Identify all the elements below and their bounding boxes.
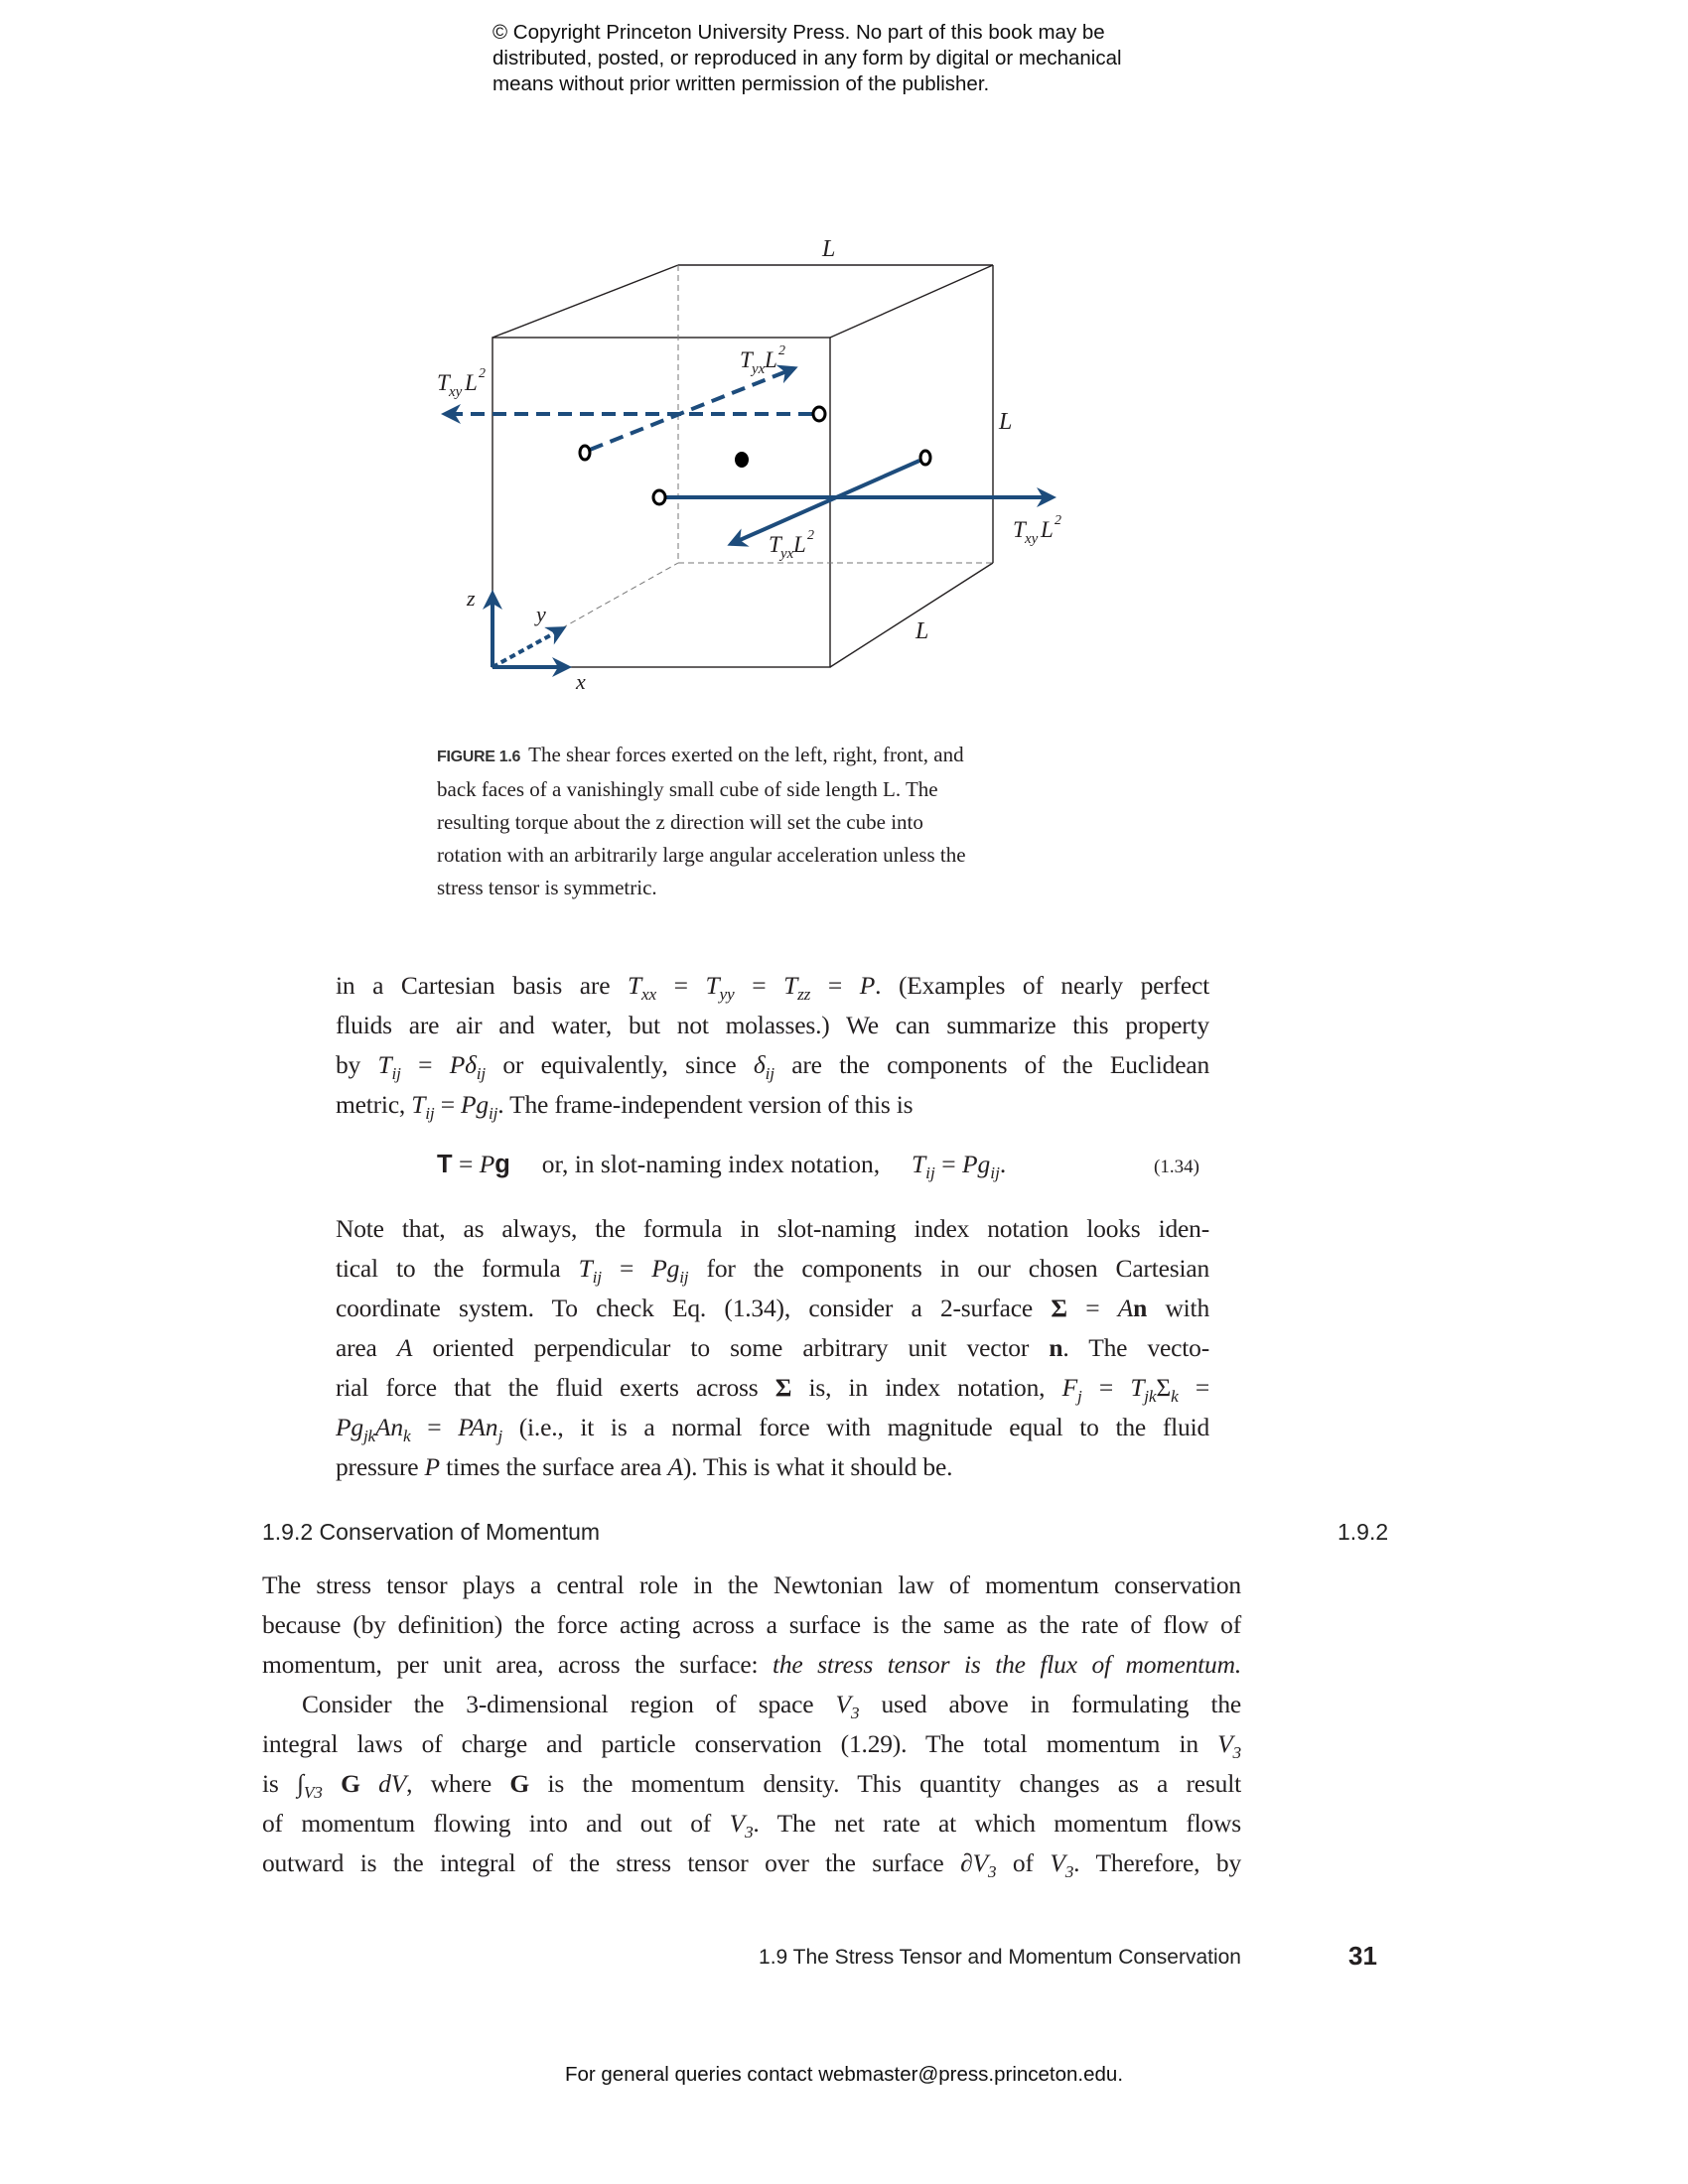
text-run: jk [362,1427,376,1446]
text-run: ij [425,1104,435,1124]
svg-text:yx: yx [752,361,766,377]
text-run: 3 [850,1704,860,1723]
text-run: outward is the integral of the stress tensor over the surface ∂ [262,1848,973,1877]
caption-line: rotation with an arbitrarily large angular acceleration unless the [437,843,966,867]
copyright-line: © Copyright Princeton University Press. No part of this book may be [492,21,1105,44]
text-run: = [934,1150,962,1178]
text-line [336,1209,1209,1249]
text-run [360,1769,378,1798]
text-run: V3 [303,1783,323,1803]
text-run: 3 [1232,1743,1241,1763]
text-run: or equivalently, since [485,1050,754,1079]
text-run: G [341,1769,360,1798]
text-run: T [705,971,720,1000]
text-run: Note that, as always, the formula in slot-naming index notation looks iden- [336,1214,1209,1243]
text-line [262,1566,1241,1605]
text-run: because (by definition) the force acting across a surface is the same as the rate of flow of [262,1610,1241,1639]
text-run: area [336,1333,397,1362]
text-run: T [437,1151,453,1178]
paragraph-momentum-conservation [262,1566,1241,1883]
text-run: A [396,1333,413,1362]
text-run: T [377,1050,392,1079]
text-line [262,1843,1241,1883]
text-line [336,966,1209,1006]
text-run: P [479,1150,495,1178]
text-run: oriented perpendicular to some arbitrary unit vector [412,1333,1050,1362]
text-run: . (Examples of nearly perfect [875,971,1210,1000]
text-run: times the surface area [439,1452,668,1481]
text-run: are the components of the Euclidean [774,1050,1210,1079]
text-run: of momentum flowing into and out of [262,1809,730,1838]
text-run: ij [592,1268,602,1288]
text-run: j [1076,1387,1082,1407]
text-run: Pg [461,1090,489,1119]
equation-1-34 [437,1150,1211,1183]
text-run: coordinate system. To check Eq. (1.34), consider a 2-surface [336,1294,1052,1322]
copyright-line: means without prior written permission of the publisher. [492,72,990,95]
text-line [262,1685,1241,1724]
text-run: = [400,1050,450,1079]
text-run: of [996,1848,1051,1877]
text-line [336,1368,1209,1408]
text-run: (i.e., it is a normal force with magnitude equal to the fluid [501,1413,1210,1441]
text-run: T [411,1090,426,1119]
text-run: = [655,971,706,1000]
svg-text:L: L [1041,517,1054,542]
equation-number: (1.34) [1154,1157,1199,1177]
text-run: V [1217,1729,1233,1758]
text-run: ij [765,1064,774,1084]
text-run: = [452,1150,480,1178]
text-run: 3 [1064,1862,1074,1882]
text-run: P [424,1452,440,1481]
text-line [336,1045,1209,1085]
text-run: ij [391,1064,401,1084]
paragraph-slot-naming [336,1209,1209,1487]
x-axis-label: x [576,669,586,694]
force-arrow-front [731,461,919,544]
text-line [336,1447,1209,1487]
text-run: k [1171,1387,1179,1407]
text-run: for the components in our chosen Cartesian [688,1254,1210,1283]
force-label-back [740,343,785,377]
text-line [336,1249,1209,1289]
caption-line: The shear forces exerted on the left, right, front, and [528,743,964,766]
text-run: = [410,1413,459,1441]
text-line [336,1085,1209,1125]
text-run: rial force that the fluid exerts across [336,1373,775,1402]
text-run: j [497,1427,502,1446]
text-run: . The net rate at which momentum flows [753,1809,1242,1838]
svg-text:2: 2 [1055,513,1061,528]
section-margin-label: 1.9.2 [1337,1519,1389,1545]
text-run: A [1117,1294,1134,1322]
text-run: = [1066,1294,1118,1322]
cube-center-dot [735,452,749,468]
svg-text:yx: yx [780,546,794,562]
svg-text:L: L [765,347,777,372]
text-run: T [628,971,641,1000]
svg-text:T: T [1013,517,1026,542]
text-run: Consider the 3-dimensional region of space [302,1690,836,1718]
text-run: Pg [651,1254,680,1283]
text-run: the stress tensor is the flux of momentum. [773,1650,1241,1679]
text-run: Pδ [449,1050,477,1079]
text-run: A [667,1452,683,1481]
text-run: dV [378,1769,407,1798]
text-run: T [911,1150,926,1178]
z-axis-label: z [467,586,476,611]
text-run: Σ [774,1373,792,1402]
text-run: = [810,971,860,1000]
text-run: Pg [336,1413,363,1441]
text-run: Pg [961,1150,991,1178]
text-run: . Therefore, by [1073,1848,1241,1877]
side-length-label: L [915,618,929,644]
text-run: Σ [1051,1294,1067,1322]
force-origin-circle [653,490,665,504]
page-number: 31 [1348,1941,1377,1971]
text-line [336,1408,1209,1447]
cube-shear-figure [0,0,1688,754]
text-run: PAn [458,1413,498,1441]
text-run: ij [679,1268,689,1288]
text-run: The stress tensor plays a central role in the Newtonian law of momentum conservation [262,1570,1241,1599]
text-run: = [601,1254,652,1283]
text-run: 3 [744,1823,754,1843]
figure-caption [437,739,1072,904]
text-run: = [1081,1373,1131,1402]
text-run: metric, [336,1090,412,1119]
text-run: or, in slot-naming index notation, [509,1150,912,1178]
text-run: V [835,1690,851,1718]
text-run: zz [797,985,811,1005]
text-run: F [1061,1373,1077,1402]
text-line [262,1605,1241,1645]
text-run: 3 [987,1862,997,1882]
force-label-right [1013,513,1061,547]
copyright-line: distributed, posted, or reproduced in any form by digital or mechanical [492,47,1122,69]
text-run: yy [719,985,735,1005]
text-run: ij [925,1163,935,1183]
text-run: T [1130,1373,1145,1402]
text-run: ij [488,1104,498,1124]
caption-line: resulting torque about the z direction will set the cube into [437,810,923,834]
text-run: is ∫ [262,1769,304,1798]
paragraph-perfect-fluid [336,966,1209,1125]
text-run: , where [406,1769,510,1798]
running-head: 1.9 The Stress Tensor and Momentum Conservation [759,1946,1241,1969]
svg-text:xy: xy [449,384,463,400]
text-run: jk [1144,1387,1157,1407]
text-run: in a Cartesian basis are [336,971,629,1000]
text-run: tical to the formula [336,1254,579,1283]
text-run: T [578,1254,593,1283]
section-heading: 1.9.2 Conservation of Momentum [262,1519,601,1545]
svg-text:xy: xy [1025,531,1039,547]
text-run: n [1133,1294,1148,1322]
figure-number: FIGURE 1.6 [437,749,521,765]
text-run: . [999,1150,1007,1178]
text-run: g [494,1151,510,1178]
text-run: used above in formulating the [859,1690,1241,1718]
force-arrow-back-dashed [590,368,794,450]
text-run: V [972,1848,988,1877]
text-run: pressure [336,1452,425,1481]
svg-text:2: 2 [807,528,814,543]
text-run: ij [476,1064,486,1084]
text-run: with [1147,1294,1209,1322]
text-line [336,1289,1209,1328]
text-run: = [1178,1373,1210,1402]
svg-text:T: T [769,532,781,557]
svg-text:2: 2 [479,366,486,381]
text-run: ij [990,1163,1000,1183]
text-line [262,1645,1241,1685]
svg-text:2: 2 [778,343,785,358]
text-run: . The frame-independent version of this is [497,1090,914,1119]
text-run: integral laws of charge and particle conservation (1.29). The total momentum in [262,1729,1218,1758]
text-line [262,1724,1241,1764]
text-run: Σ [1156,1373,1172,1402]
text-run: is, in index notation, [791,1373,1062,1402]
force-label-left [437,366,486,400]
text-run: G [509,1769,530,1798]
text-run: P [859,971,876,1000]
text-run: V [1050,1848,1065,1877]
text-run: δ [753,1050,766,1079]
text-run: An [375,1413,403,1441]
contact-notice: For general queries contact webmaster@press.princeton.edu. [564,2063,1124,2086]
text-run: . The vecto- [1062,1333,1210,1362]
force-origin-circle [920,451,930,465]
svg-text:L: L [793,532,806,557]
text-run: V [729,1809,745,1838]
text-line [262,1764,1241,1804]
force-origin-circle [580,446,590,460]
svg-text:T: T [740,347,753,372]
text-line [336,1006,1209,1045]
svg-text:L: L [465,370,478,395]
text-run: is the momentum density. This quantity changes as a result [529,1769,1241,1798]
text-line [336,1328,1209,1368]
text-run: k [402,1427,411,1446]
text-run: momentum, per unit area, across the surface: [262,1650,773,1679]
text-run: fluids are air and water, but not molasses.) We can summarize this property [336,1011,1209,1039]
text-run [323,1769,341,1798]
text-run: = [434,1090,462,1119]
y-axis-label: y [536,602,546,626]
side-length-label: L [822,236,836,262]
y-axis-arrow [492,628,563,667]
caption-line: back faces of a vanishingly small cube of side length L. The [437,777,938,801]
text-line [262,1804,1241,1843]
force-origin-circle [813,407,825,421]
text-run: T [783,971,798,1000]
svg-text:T: T [437,370,450,395]
text-run: = [734,971,784,1000]
text-run: xx [641,985,656,1005]
text-run: n [1049,1333,1063,1362]
caption-line: stress tensor is symmetric. [437,876,657,899]
text-run: ). This is what it should be. [682,1452,953,1481]
text-run: by [336,1050,378,1079]
force-label-front [769,528,814,562]
side-length-label: L [999,409,1013,435]
